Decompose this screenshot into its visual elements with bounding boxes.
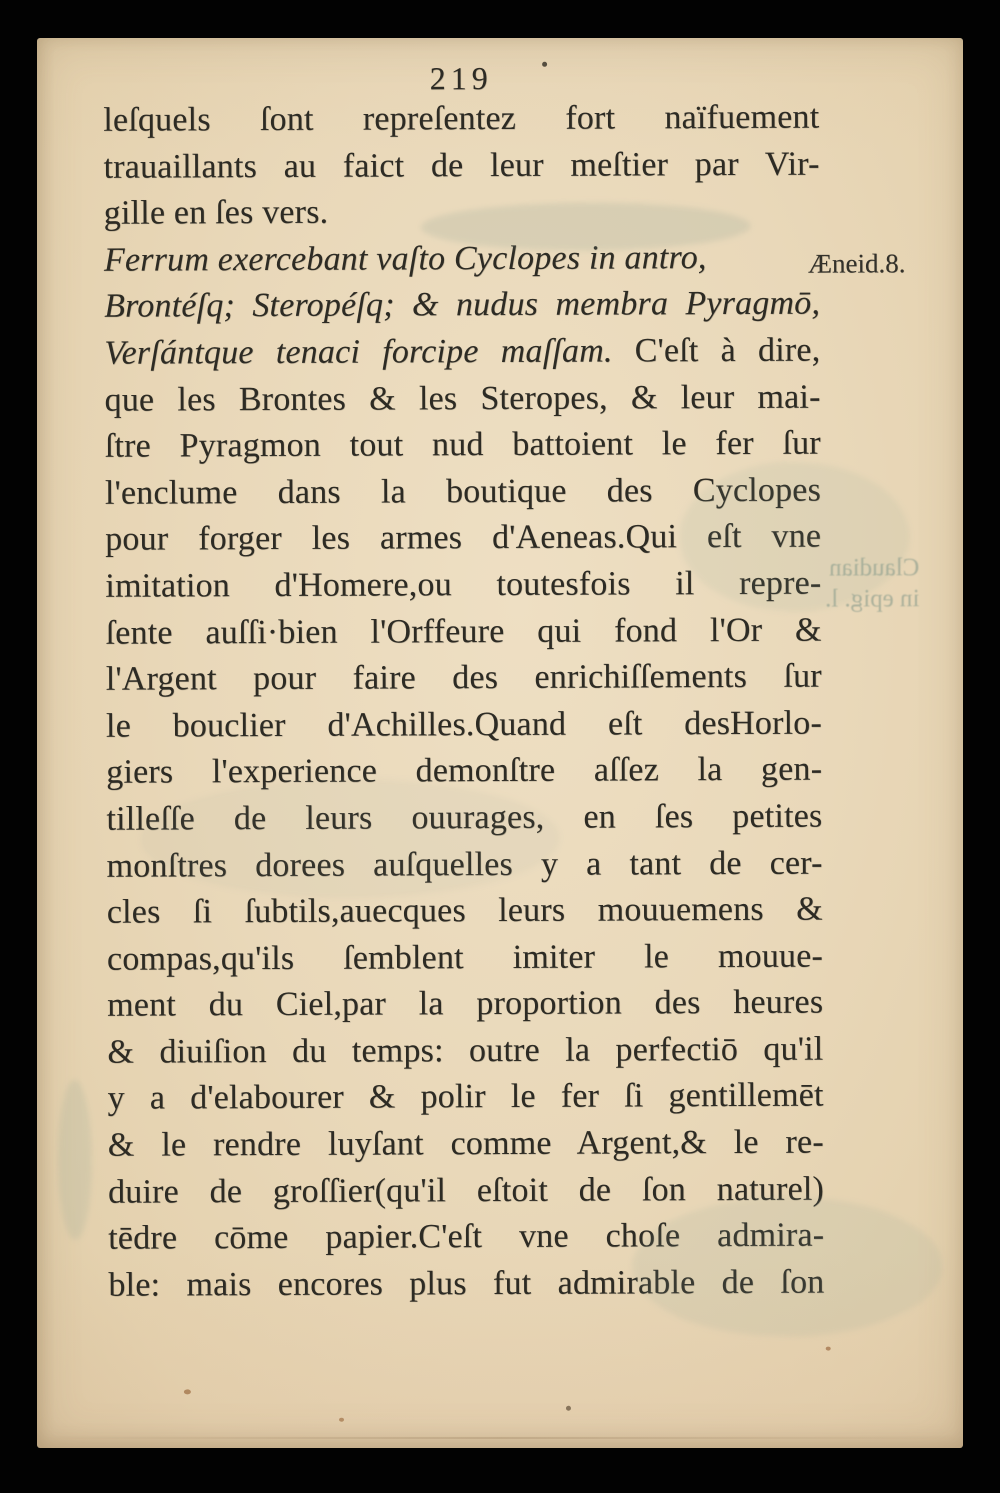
- text-line: [106, 747, 822, 797]
- text-segment: l'Argent pour faire des enrichiſſements ſur: [105, 657, 822, 698]
- text-segment: tēdre cōme papier.C'eſt vne choſe admira-: [108, 1216, 825, 1257]
- text-segment: trauaillants au faict de leur meſtier par Vir-: [103, 145, 820, 186]
- text-line: [108, 1213, 824, 1263]
- text-segment: l'enclume dans la boutique des Cyclopes: [104, 471, 822, 512]
- text-line: [106, 794, 822, 844]
- text-line: [105, 607, 821, 657]
- text-segment: compas,qu'ils ſemblent imiter le mouue-: [106, 937, 824, 978]
- ink-speck: [566, 1406, 571, 1411]
- text-segment: leſquels ſont repreſentez fort naïfuement: [103, 98, 820, 139]
- text-segment: & diuiſion du temps: outre la perfectiō qu'il: [107, 1030, 824, 1071]
- text-segment: ment du Ciel,par la proportion des heures: [107, 983, 824, 1025]
- ink-speck: [184, 1389, 191, 1394]
- text-line: [104, 234, 820, 284]
- text-segment: ſtre Pyragmon tout nud battoient le fer ſur: [104, 424, 821, 465]
- text-segment: duire de groſſier(qu'il eſtoit de ſon naturel): [107, 1170, 825, 1211]
- text-segment: C'eſt à dire,: [612, 331, 821, 370]
- ink-speck: [339, 1418, 344, 1422]
- text-block: [103, 95, 824, 1310]
- text-line: [107, 887, 823, 937]
- text-segment: gille en ſes vers.: [103, 193, 329, 232]
- bleed-through-note: [779, 552, 919, 615]
- text-line: [106, 654, 822, 704]
- text-line: [103, 141, 819, 191]
- ink-show-through-smudge: [58, 1080, 93, 1240]
- text-segment: imitation d'Homere,ou toutesfois il repre-: [105, 564, 822, 605]
- text-line: [107, 980, 823, 1030]
- text-line: [108, 1120, 824, 1170]
- text-line: [106, 700, 822, 750]
- latin-verse-segment: Ferrum exercebant vaſto Cyclopes in antro,: [103, 238, 707, 279]
- text-line: [104, 188, 820, 238]
- text-segment: ſente auſſi·bien l'Orffeure qui fond l'Or &: [105, 611, 822, 652]
- text-line: [104, 374, 820, 424]
- text-segment: tilleſſe de leurs ouurages, en ſes petites: [106, 797, 823, 838]
- text-line: [108, 1259, 824, 1309]
- book-page: [37, 38, 963, 1448]
- text-line: [104, 328, 820, 378]
- text-line: [105, 467, 821, 517]
- text-line: [107, 1026, 823, 1076]
- latin-verse-segment: Verſántque tenaci forcipe maſſam.: [104, 332, 613, 372]
- text-line: [105, 561, 821, 611]
- text-segment: le bouclier d'Achilles.Quand eſt desHorlo-: [105, 704, 823, 745]
- text-line: [104, 281, 820, 331]
- ink-speck: [826, 1347, 831, 1351]
- text-segment: ble: mais encores plus fut admirable de ſon: [108, 1263, 825, 1304]
- margin-note-aeneid: Æneid.8.: [807, 248, 906, 279]
- text-line: [105, 421, 821, 471]
- text-line: [108, 1166, 824, 1216]
- text-line: [107, 840, 823, 890]
- latin-verse-segment: Brontéſq; Steropéſq; & nudus membra Pyragmō,: [104, 284, 821, 326]
- text-line: [108, 1073, 824, 1123]
- page-number: 219: [429, 60, 493, 97]
- text-segment: monſtres dorees auſquelles y a tant de cer-: [106, 844, 823, 885]
- text-segment: & le rendre luyſant comme Argent,& le re-: [107, 1123, 824, 1164]
- text-segment: giers l'experience demonſtre aſſez la gen-: [106, 750, 823, 792]
- text-line: [103, 95, 819, 145]
- text-segment: y a d'elabourer & polir le fer ſi gentillemēt: [107, 1077, 824, 1118]
- bleed-through-line: in epig. l.: [824, 585, 920, 613]
- bleed-through-line: Claudian: [828, 554, 920, 582]
- text-segment: pour forger les armes d'Aeneas.Qui eſt vne: [105, 517, 822, 559]
- text-line: [107, 933, 823, 983]
- text-segment: cles ſi ſubtils,auecques leurs mouuemens &: [106, 890, 823, 931]
- text-segment: que les Brontes & les Steropes, & leur mai-: [104, 378, 821, 419]
- page-content: [37, 36, 969, 1450]
- text-line: [105, 514, 821, 564]
